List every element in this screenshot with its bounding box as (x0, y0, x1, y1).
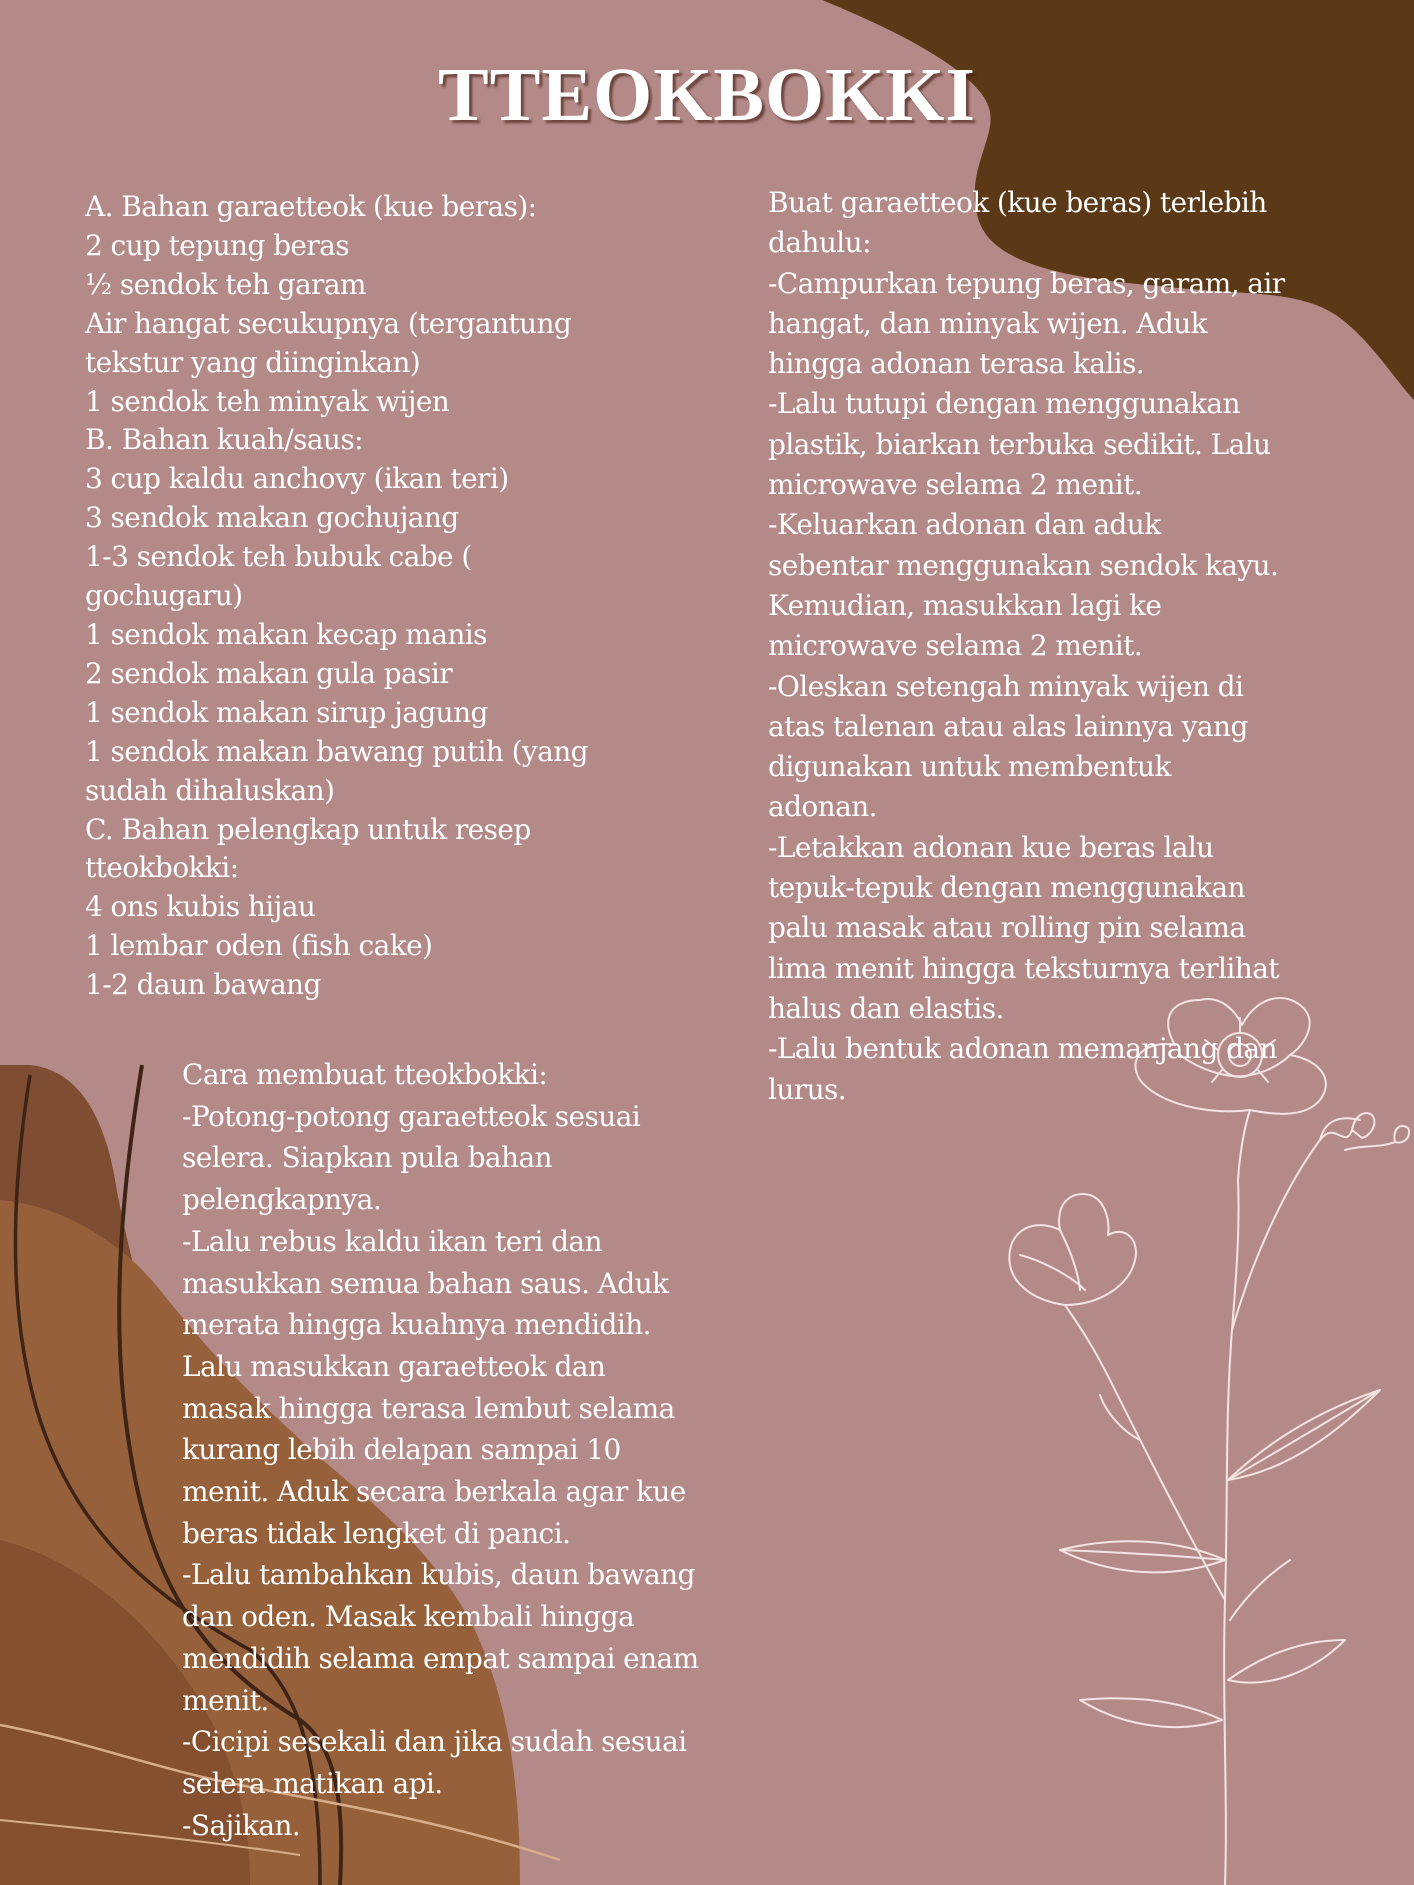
ingredient-line: ½ sendok teh garam (85, 267, 366, 301)
method-line: masak hingga terasa lembut selama (182, 1391, 675, 1425)
method-line: dan oden. Masak kembali hingga (182, 1600, 635, 1634)
method-steps (182, 1054, 699, 1846)
preparation-line: microwave selama 2 menit. (768, 629, 1143, 663)
preparation-line: plastik, biarkan terbuka sedikit. Lalu (768, 427, 1271, 461)
preparation-line: lurus. (768, 1072, 847, 1106)
preparation-line: -Campurkan tepung beras, garam, air (768, 266, 1285, 300)
preparation-line: -Lalu tutupi dengan menggunakan (768, 387, 1240, 421)
preparation-line: -Lalu bentuk adonan memanjang dan (768, 1032, 1277, 1066)
preparation-line: -Keluarkan adonan dan aduk (768, 508, 1161, 542)
method-line: -Lalu rebus kaldu ikan teri dan (182, 1224, 602, 1258)
page-title: TTEOKBOKKI (438, 53, 976, 137)
ingredient-line: 1 sendok makan sirup jagung (85, 695, 488, 729)
preparation-line: halus dan elastis. (768, 991, 1004, 1025)
preparation-line: tepuk-tepuk dengan menggunakan (768, 871, 1245, 905)
preparation-line: sebentar menggunakan sendok kayu. (768, 548, 1279, 582)
method-line: Lalu masukkan garaetteok dan (182, 1349, 606, 1383)
ingredient-line: Air hangat secukupnya (tergantung (85, 306, 572, 340)
ingredient-line: sudah dihaluskan) (85, 773, 335, 807)
method-line: masukkan semua bahan saus. Aduk (182, 1266, 669, 1300)
ingredient-line: 4 ons kubis hijau (85, 890, 316, 924)
preparation-line: dahulu: (768, 226, 871, 260)
ingredient-line: 2 sendok makan gula pasir (85, 656, 453, 690)
preparation-line: palu masak atau rolling pin selama (768, 911, 1246, 945)
method-line: selera matikan api. (182, 1766, 443, 1800)
method-line: -Sajikan. (182, 1808, 301, 1842)
method-line: -Cicipi sesekali dan jika sudah sesuai (182, 1725, 687, 1759)
ingredient-line: C. Bahan pelengkap untuk resep (85, 812, 531, 846)
method-line: menit. Aduk secara berkala agar kue (182, 1475, 686, 1509)
ingredient-line: 3 cup kaldu anchovy (ikan teri) (85, 462, 509, 496)
method-line: beras tidak lengket di panci. (182, 1516, 571, 1550)
preparation-line: hingga adonan terasa kalis. (768, 347, 1145, 381)
ingredient-line: tekstur yang diinginkan) (85, 345, 421, 379)
ingredient-line: 1 sendok makan bawang putih (yang (85, 734, 588, 768)
ingredient-line: 3 sendok makan gochujang (85, 501, 459, 535)
preparation-line: -Oleskan setengah minyak wijen di (768, 669, 1244, 703)
preparation-line: atas talenan atau alas lainnya yang (768, 709, 1248, 743)
ingredient-line: B. Bahan kuah/saus: (85, 423, 363, 457)
method-line: kurang lebih delapan sampai 10 (182, 1433, 621, 1467)
ingredient-line: A. Bahan garaetteok (kue beras): (85, 190, 537, 223)
ingredients-list (85, 188, 588, 1005)
method-line: -Lalu tambahkan kubis, daun bawang (182, 1558, 695, 1592)
method-line: pelengkapnya. (182, 1183, 382, 1217)
method-line: selera. Siapkan pula bahan (182, 1141, 552, 1175)
ingredient-line: gochugaru) (85, 579, 243, 613)
ingredient-line: 1-3 sendok teh bubuk cabe ( (85, 540, 472, 574)
method-line: merata hingga kuahnya mendidih. (182, 1308, 651, 1342)
preparation-line: microwave selama 2 menit. (768, 468, 1143, 502)
preparation-line: lima menit hingga teksturnya terlihat (768, 951, 1279, 985)
method-line: menit. (182, 1683, 269, 1717)
line-art-flowers-icon (1009, 998, 1409, 1885)
ingredient-line: 1 lembar oden (fish cake) (85, 929, 433, 963)
ingredient-line: tteokbokki: (85, 851, 239, 885)
ingredient-line: 1 sendok teh minyak wijen (85, 384, 450, 418)
preparation-line: hangat, dan minyak wijen. Aduk (768, 306, 1208, 340)
method-line: -Potong-potong garaetteok sesuai (182, 1099, 641, 1133)
preparation-line: digunakan untuk membentuk (768, 750, 1171, 784)
method-line: mendidih selama empat sampai enam (182, 1641, 699, 1675)
ingredient-line: 1-2 daun bawang (85, 968, 321, 1002)
preparation-line: Kemudian, masukkan lagi ke (768, 588, 1162, 622)
ingredient-line: 1 sendok makan kecap manis (85, 617, 487, 651)
preparation-line: -Letakkan adonan kue beras lalu (768, 830, 1214, 864)
preparation-steps (768, 183, 1285, 1110)
preparation-line: Buat garaetteok (kue beras) terlebih (768, 186, 1267, 219)
method-line: Cara membuat tteokbokki: (182, 1058, 548, 1091)
ingredient-line: 2 cup tepung beras (85, 228, 350, 262)
preparation-line: adonan. (768, 790, 877, 824)
